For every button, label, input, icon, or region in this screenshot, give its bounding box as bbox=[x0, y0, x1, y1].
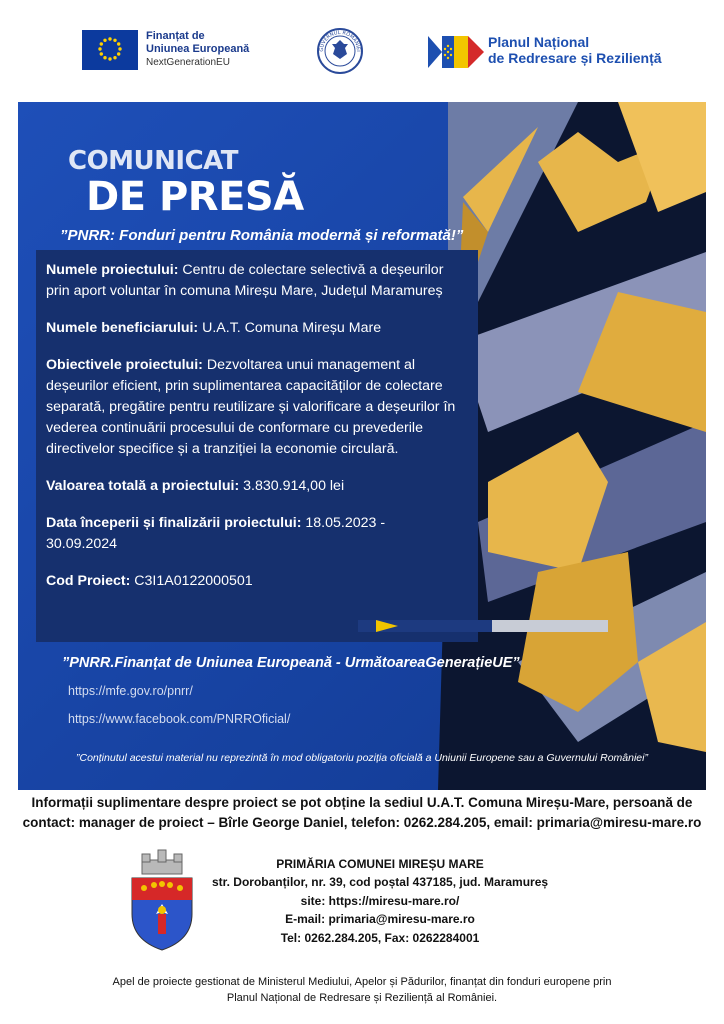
title-line2: DE PRESĂ bbox=[86, 174, 304, 220]
seal-label: GUVERNUL ROMÂNIEI bbox=[318, 29, 362, 52]
contact-phone: Tel: 0262.284.205, Fax: 0262284001 bbox=[280, 930, 480, 945]
additional-info: Informații suplimentare despre proiect se pot obține la sediul U.A.T. Comuna Mireșu-Mare, persoană de contact: manager de proiect – Bîrle George Daniel, telefon: 0262.284.205, email: primaria@miresu-mare.ro bbox=[22, 795, 702, 830]
eu-line1: Finanțat de bbox=[146, 30, 205, 42]
field-objectives bbox=[46, 355, 456, 460]
arrow-bar-icon bbox=[358, 618, 608, 634]
mfe-link[interactable]: https://mfe.gov.ro/pnrr/ bbox=[68, 684, 193, 698]
contact-name: PRIMĂRIA COMUNEI MIREȘU MARE bbox=[276, 857, 484, 871]
pnrr-logo-icon bbox=[428, 36, 484, 68]
contact-address: str. Dorobanților, nr. 39, cod poștal 437185, jud. Maramureș bbox=[211, 875, 549, 890]
eu-flag-icon bbox=[82, 30, 138, 70]
field-value: 3.830.914,00 lei bbox=[243, 478, 345, 494]
field-total-value bbox=[46, 476, 456, 497]
eu-funding-label bbox=[146, 30, 249, 69]
pnrr-label bbox=[488, 34, 662, 66]
project-info bbox=[46, 260, 456, 608]
field-value: 18.05.2023 - 30.09.2024 bbox=[46, 515, 386, 552]
field-project-name bbox=[46, 260, 456, 302]
pnrr-line2: de Redresare și Reziliență bbox=[488, 50, 662, 66]
contact-site[interactable]: site: https://miresu-mare.ro/ bbox=[300, 893, 460, 908]
field-label: Data începerii și finalizării proiectului: bbox=[46, 515, 302, 531]
title-line1: COMUNICAT bbox=[68, 146, 239, 176]
funding-slogan: ”PNRR.Finanțat de Uniunea Europeană - UrmătoareaGenerațieUE” bbox=[62, 655, 520, 671]
government-seal-icon bbox=[316, 27, 364, 75]
footer-line1: Apel de proiecte gestionat de Ministerul Mediului, Apelor și Pădurilor, finanțat din fonduri europene prin bbox=[112, 976, 612, 988]
field-label: Numele beneficiarului: bbox=[46, 320, 199, 336]
footer-note bbox=[30, 974, 694, 1006]
press-release-banner bbox=[18, 102, 706, 790]
coat-of-arms-icon bbox=[128, 848, 196, 952]
field-value: C3I1A0122000501 bbox=[134, 573, 253, 589]
field-label: Valoarea totală a proiectului: bbox=[46, 478, 240, 494]
field-dates bbox=[46, 513, 456, 555]
pnrr-line1: Planul Național bbox=[488, 34, 590, 50]
field-value: U.A.T. Comuna Mireșu Mare bbox=[202, 320, 382, 336]
facebook-link[interactable]: https://www.facebook.com/PNRROficial/ bbox=[68, 712, 291, 726]
field-value: Dezvoltarea unui management al deșeurilor eficient, prin suplimentarea capacităților de colectare separată, pregătire pentru reutilizare și valorificare a deșeurilor în vederea continuării procesului de conformare cu prevederile directivelor specifice și a tranziției la economie circulară. bbox=[46, 357, 456, 457]
contact-block bbox=[190, 855, 570, 947]
disclaimer: ”Conținutul acestui material nu reprezintă în mod obligatoriu poziția oficială a Uniunii Europene sau a Guvernului României” bbox=[76, 752, 648, 764]
field-value: Centru de colectare selectivă a deșeurilor prin aport voluntar în comuna Mireșu Mare, Județul Maramureș bbox=[46, 262, 444, 299]
field-project-code bbox=[46, 571, 456, 592]
slogan: ”PNRR: Fonduri pentru România modernă și reformată!” bbox=[60, 227, 464, 244]
eu-line3: NextGenerationEU bbox=[146, 57, 230, 68]
field-label: Cod Proiect: bbox=[46, 573, 131, 589]
footer-line2: Planul Național de Redresare și Reziliență al României. bbox=[226, 992, 498, 1004]
field-label: Obiectivele proiectului: bbox=[46, 357, 203, 373]
contact-email[interactable]: E-mail: primaria@miresu-mare.ro bbox=[285, 912, 475, 927]
field-beneficiary bbox=[46, 318, 456, 339]
field-label: Numele proiectului: bbox=[46, 262, 179, 278]
eu-line2: Uniunea Europeană bbox=[146, 43, 250, 55]
